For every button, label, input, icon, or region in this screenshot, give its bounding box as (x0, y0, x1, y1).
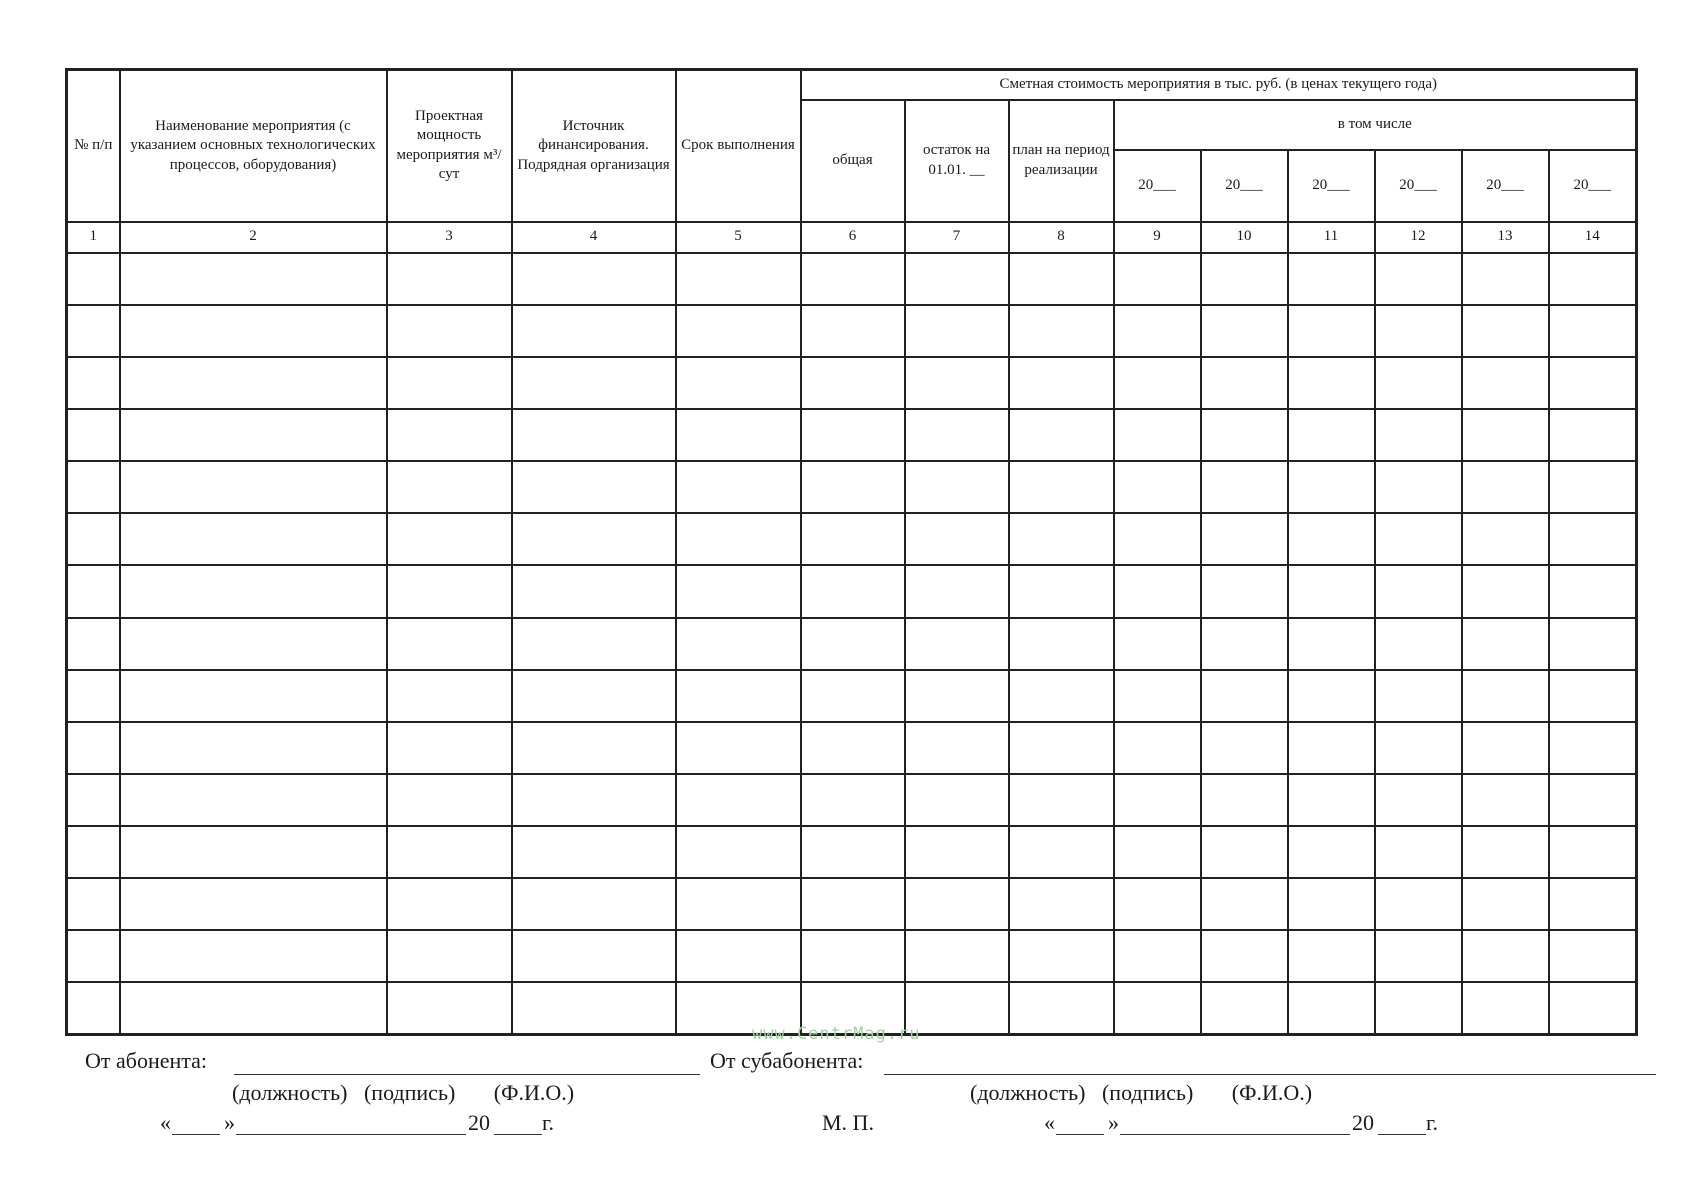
table-cell[interactable] (1375, 357, 1462, 409)
table-cell[interactable] (1462, 357, 1549, 409)
left-date-month-line (236, 1134, 466, 1135)
table-cell[interactable] (512, 722, 676, 774)
table-cell[interactable] (512, 930, 676, 982)
header-year: 20___ (1288, 150, 1375, 222)
table-cell[interactable] (1375, 253, 1462, 305)
table-cell[interactable] (387, 461, 512, 513)
table-cell[interactable] (1288, 565, 1375, 617)
table-cell[interactable] (1114, 826, 1201, 878)
table-cell[interactable] (676, 461, 801, 513)
table-cell[interactable] (801, 565, 905, 617)
table-cell[interactable] (1009, 670, 1114, 722)
table-cell[interactable] (676, 409, 801, 461)
table-cell[interactable] (801, 774, 905, 826)
table-cell[interactable] (387, 826, 512, 878)
table-cell[interactable] (120, 826, 387, 878)
table-cell[interactable] (801, 826, 905, 878)
table-row (67, 670, 1637, 722)
table-cell[interactable] (1462, 253, 1549, 305)
table-cell[interactable] (1009, 305, 1114, 357)
header-funding-source: Источник финансирования. Подрядная организация (512, 70, 676, 222)
table-cell[interactable] (1462, 461, 1549, 513)
table-cell[interactable] (1375, 982, 1462, 1034)
table-cell[interactable] (387, 618, 512, 670)
header-remainder: остаток на 01.01. __ (905, 100, 1009, 222)
stamp-label: М. П. (822, 1110, 874, 1135)
table-cell[interactable] (1549, 461, 1637, 513)
table-row (67, 253, 1637, 305)
table-cell[interactable] (801, 722, 905, 774)
table-cell[interactable] (676, 513, 801, 565)
header-year: 20___ (1114, 150, 1201, 222)
table-cell[interactable] (1462, 774, 1549, 826)
column-number: 2 (120, 222, 387, 253)
table-cell[interactable] (67, 305, 120, 357)
column-number: 8 (1009, 222, 1114, 253)
left-date-open: « (160, 1110, 171, 1135)
right-date-open: « (1044, 1110, 1055, 1135)
column-number: 5 (676, 222, 801, 253)
table-cell[interactable] (1549, 722, 1637, 774)
table-cell[interactable] (387, 982, 512, 1034)
table-cell[interactable] (1462, 409, 1549, 461)
table-cell[interactable] (1201, 826, 1288, 878)
table-cell[interactable] (1549, 618, 1637, 670)
table-cell[interactable] (1114, 774, 1201, 826)
table-cell[interactable] (905, 409, 1009, 461)
table-cell[interactable] (1288, 930, 1375, 982)
measures-table (65, 68, 1638, 1036)
table-cell[interactable] (1549, 982, 1637, 1034)
table-cell[interactable] (905, 305, 1009, 357)
watermark: www.CentrMag.ru (752, 1024, 921, 1044)
table-cell[interactable] (120, 409, 387, 461)
table-cell[interactable] (120, 357, 387, 409)
table-row (67, 513, 1637, 565)
table-cell[interactable] (1375, 930, 1462, 982)
table-cell[interactable] (1114, 670, 1201, 722)
table-cell[interactable] (1288, 409, 1375, 461)
column-number: 6 (801, 222, 905, 253)
table-cell[interactable] (1288, 878, 1375, 930)
table-cell[interactable] (905, 826, 1009, 878)
table-cell[interactable] (67, 253, 120, 305)
column-number: 3 (387, 222, 512, 253)
table-cell[interactable] (512, 670, 676, 722)
table-cell[interactable] (676, 722, 801, 774)
table-cell[interactable] (1375, 774, 1462, 826)
header-including: в том числе (1114, 100, 1637, 150)
column-number: 9 (1114, 222, 1201, 253)
table-cell[interactable] (120, 930, 387, 982)
table-cell[interactable] (1009, 253, 1114, 305)
table-cell[interactable] (67, 461, 120, 513)
table-cell[interactable] (1462, 618, 1549, 670)
right-date-day-line (1056, 1134, 1104, 1135)
table-cell[interactable] (120, 513, 387, 565)
table-cell[interactable] (67, 565, 120, 617)
table-cell[interactable] (1114, 930, 1201, 982)
table-cell[interactable] (801, 461, 905, 513)
table-cell[interactable] (120, 305, 387, 357)
table-cell[interactable] (1375, 461, 1462, 513)
table-cell[interactable] (1462, 982, 1549, 1034)
column-number: 10 (1201, 222, 1288, 253)
header-plan-period: план на период реализации (1009, 100, 1114, 222)
table-cell[interactable] (1201, 409, 1288, 461)
table-cell[interactable] (1549, 670, 1637, 722)
table-row (67, 826, 1637, 878)
table-cell[interactable] (512, 774, 676, 826)
table-cell[interactable] (512, 618, 676, 670)
table-cell[interactable] (1288, 461, 1375, 513)
table-cell[interactable] (676, 930, 801, 982)
table-cell[interactable] (1375, 565, 1462, 617)
table-row (67, 461, 1637, 513)
table-cell[interactable] (801, 930, 905, 982)
table-cell[interactable] (1375, 305, 1462, 357)
table-cell[interactable] (905, 670, 1009, 722)
table-cell[interactable] (1201, 670, 1288, 722)
table-cell[interactable] (905, 774, 1009, 826)
header-deadline: Срок выполнения (676, 70, 801, 222)
table-cell[interactable] (905, 565, 1009, 617)
table-cell[interactable] (1009, 722, 1114, 774)
table-cell[interactable] (387, 253, 512, 305)
table-cell[interactable] (1114, 357, 1201, 409)
column-number-row (67, 222, 1637, 253)
table-cell[interactable] (801, 253, 905, 305)
table-cell[interactable] (1009, 513, 1114, 565)
table-cell[interactable] (512, 461, 676, 513)
table-cell[interactable] (676, 565, 801, 617)
table-cell[interactable] (120, 722, 387, 774)
table-cell[interactable] (387, 930, 512, 982)
table-cell[interactable] (801, 670, 905, 722)
table-cell[interactable] (1201, 305, 1288, 357)
table-cell[interactable] (801, 618, 905, 670)
table-cell[interactable] (1201, 565, 1288, 617)
table-cell[interactable] (1375, 670, 1462, 722)
table-cell[interactable] (1114, 982, 1201, 1034)
table-cell[interactable] (1009, 461, 1114, 513)
header-year: 20___ (1549, 150, 1637, 222)
table-cell[interactable] (1288, 513, 1375, 565)
table-cell[interactable] (512, 409, 676, 461)
table-cell[interactable] (512, 565, 676, 617)
table-cell[interactable] (1375, 618, 1462, 670)
column-number: 1 (67, 222, 120, 253)
table-cell[interactable] (1009, 930, 1114, 982)
table-cell[interactable] (1549, 253, 1637, 305)
from-subscriber-caption: (должность) (подпись) (Ф.И.О.) (232, 1080, 575, 1105)
table-cell[interactable] (120, 878, 387, 930)
table-cell[interactable] (67, 982, 120, 1034)
table-cell[interactable] (512, 357, 676, 409)
from-subsubscriber-caption: (должность) (подпись) (Ф.И.О.) (970, 1080, 1313, 1105)
table-cell[interactable] (1009, 774, 1114, 826)
table-cell[interactable] (1114, 253, 1201, 305)
left-date-mid: » (224, 1110, 235, 1135)
table-cell[interactable] (905, 930, 1009, 982)
table-cell[interactable] (1288, 670, 1375, 722)
table-cell[interactable] (387, 774, 512, 826)
table-cell[interactable] (1288, 618, 1375, 670)
table-cell[interactable] (512, 826, 676, 878)
table-cell[interactable] (120, 982, 387, 1034)
table-cell[interactable] (801, 409, 905, 461)
table-cell[interactable] (387, 670, 512, 722)
table-cell[interactable] (1201, 774, 1288, 826)
table-cell[interactable] (676, 878, 801, 930)
table-cell[interactable] (905, 513, 1009, 565)
table-cell[interactable] (67, 878, 120, 930)
column-number: 7 (905, 222, 1009, 253)
table-cell[interactable] (1549, 565, 1637, 617)
table-row (67, 618, 1637, 670)
right-date-month-line (1120, 1134, 1350, 1135)
table-cell[interactable] (676, 826, 801, 878)
table-cell[interactable] (1201, 357, 1288, 409)
right-date-end: г. (1426, 1110, 1439, 1135)
from-subscriber-label: От абонента: (85, 1048, 208, 1073)
table-row (67, 722, 1637, 774)
column-number: 4 (512, 222, 676, 253)
table-cell[interactable] (1201, 461, 1288, 513)
from-subsubscriber-label: От субабонента: (710, 1048, 864, 1073)
table-cell[interactable] (1201, 253, 1288, 305)
table-cell[interactable] (67, 930, 120, 982)
table-cell[interactable] (1462, 670, 1549, 722)
table-cell[interactable] (1549, 774, 1637, 826)
table-cell[interactable] (67, 722, 120, 774)
table-cell[interactable] (1288, 722, 1375, 774)
table-cell[interactable] (1462, 513, 1549, 565)
table-cell[interactable] (1549, 878, 1637, 930)
table-cell[interactable] (1201, 982, 1288, 1034)
left-date-end: г. (542, 1110, 555, 1135)
table-cell[interactable] (1549, 930, 1637, 982)
table-cell[interactable] (67, 357, 120, 409)
table-cell[interactable] (801, 305, 905, 357)
table-cell[interactable] (387, 409, 512, 461)
table-cell[interactable] (1114, 565, 1201, 617)
table-cell[interactable] (676, 357, 801, 409)
header-total: общая (801, 100, 905, 222)
table-cell[interactable] (67, 409, 120, 461)
table-cell[interactable] (1288, 357, 1375, 409)
table-cell[interactable] (512, 878, 676, 930)
left-date-year-line (494, 1134, 542, 1135)
table-cell[interactable] (1201, 930, 1288, 982)
table-cell[interactable] (1201, 513, 1288, 565)
table-cell[interactable] (512, 253, 676, 305)
table-cell[interactable] (67, 826, 120, 878)
table-cell[interactable] (1009, 618, 1114, 670)
table-cell[interactable] (1549, 305, 1637, 357)
table-cell[interactable] (905, 722, 1009, 774)
table-cell[interactable] (1009, 357, 1114, 409)
table-cell[interactable] (1549, 513, 1637, 565)
left-date-year: 20 (468, 1110, 490, 1135)
table-cell[interactable] (1375, 878, 1462, 930)
column-number: 13 (1462, 222, 1549, 253)
table-cell[interactable] (905, 357, 1009, 409)
table-cell[interactable] (387, 878, 512, 930)
table-cell[interactable] (67, 513, 120, 565)
table-cell[interactable] (676, 774, 801, 826)
header-number: № п/п (67, 70, 120, 222)
table-cell[interactable] (387, 722, 512, 774)
header-year: 20___ (1375, 150, 1462, 222)
from-subscriber-line (234, 1074, 700, 1075)
table-cell[interactable] (120, 461, 387, 513)
table-cell[interactable] (905, 618, 1009, 670)
table-cell[interactable] (387, 565, 512, 617)
table-cell[interactable] (1288, 982, 1375, 1034)
table-row (67, 409, 1637, 461)
table-cell[interactable] (1009, 982, 1114, 1034)
column-number: 12 (1375, 222, 1462, 253)
table-cell[interactable] (1549, 826, 1637, 878)
table-row (67, 305, 1637, 357)
table-cell[interactable] (1114, 618, 1201, 670)
table-cell[interactable] (1009, 565, 1114, 617)
column-number: 14 (1549, 222, 1637, 253)
table-cell[interactable] (512, 513, 676, 565)
table-cell[interactable] (676, 253, 801, 305)
table-cell[interactable] (801, 357, 905, 409)
table-cell[interactable] (1375, 513, 1462, 565)
table-cell[interactable] (1114, 409, 1201, 461)
header-design-capacity: Проектная мощность мероприятия м³/сут (387, 70, 512, 222)
table-cell[interactable] (1009, 826, 1114, 878)
header-measure-name: Наименование мероприятия (с указанием основных технологических процессов, оборудования) (120, 70, 387, 222)
table-cell[interactable] (1114, 461, 1201, 513)
left-date-day-line (172, 1134, 220, 1135)
table-cell[interactable] (512, 982, 676, 1034)
table-cell[interactable] (1114, 878, 1201, 930)
table-cell[interactable] (1462, 878, 1549, 930)
table-cell[interactable] (120, 774, 387, 826)
table-cell[interactable] (1114, 513, 1201, 565)
table-cell[interactable] (676, 670, 801, 722)
table-cell[interactable] (120, 618, 387, 670)
table-cell[interactable] (1462, 305, 1549, 357)
table-cell[interactable] (1462, 565, 1549, 617)
table-cell[interactable] (1462, 930, 1549, 982)
table-row (67, 774, 1637, 826)
table-cell[interactable] (387, 513, 512, 565)
table-cell[interactable] (67, 618, 120, 670)
table-cell[interactable] (1114, 722, 1201, 774)
from-subsubscriber-line (884, 1074, 1656, 1075)
header-year: 20___ (1201, 150, 1288, 222)
right-date-year: 20 (1352, 1110, 1374, 1135)
table-cell[interactable] (1009, 878, 1114, 930)
table-cell[interactable] (676, 305, 801, 357)
table-row (67, 565, 1637, 617)
table-cell[interactable] (387, 357, 512, 409)
table-cell[interactable] (905, 878, 1009, 930)
table-cell[interactable] (1549, 357, 1637, 409)
table-cell[interactable] (1549, 409, 1637, 461)
table-cell[interactable] (676, 618, 801, 670)
table-cell[interactable] (1201, 878, 1288, 930)
table-row (67, 930, 1637, 982)
header-estimated-cost: Сметная стоимость мероприятия в тыс. руб. (в ценах текущего года) (801, 70, 1637, 100)
table-cell[interactable] (67, 670, 120, 722)
table-cell[interactable] (1288, 774, 1375, 826)
table-cell[interactable] (1288, 253, 1375, 305)
table-cell[interactable] (512, 305, 676, 357)
table-cell[interactable] (801, 513, 905, 565)
header-year: 20___ (1462, 150, 1549, 222)
table-cell[interactable] (120, 253, 387, 305)
table-cell[interactable] (801, 878, 905, 930)
table-cell[interactable] (1009, 409, 1114, 461)
table-cell[interactable] (905, 461, 1009, 513)
table-cell[interactable] (1201, 618, 1288, 670)
table-row (67, 357, 1637, 409)
table-cell[interactable] (1201, 722, 1288, 774)
column-number: 11 (1288, 222, 1375, 253)
table-cell[interactable] (1288, 305, 1375, 357)
right-date-mid: » (1108, 1110, 1119, 1135)
table-cell[interactable] (1462, 722, 1549, 774)
table-cell[interactable] (1288, 826, 1375, 878)
table-cell[interactable] (1462, 826, 1549, 878)
right-date-year-line (1378, 1134, 1426, 1135)
table-cell[interactable] (120, 565, 387, 617)
table-cell[interactable] (1114, 305, 1201, 357)
table-cell[interactable] (387, 305, 512, 357)
table-cell[interactable] (1375, 826, 1462, 878)
table-cell[interactable] (905, 253, 1009, 305)
table-row (67, 878, 1637, 930)
table-cell[interactable] (67, 774, 120, 826)
table-cell[interactable] (1375, 409, 1462, 461)
table-cell[interactable] (120, 670, 387, 722)
table-cell[interactable] (1375, 722, 1462, 774)
